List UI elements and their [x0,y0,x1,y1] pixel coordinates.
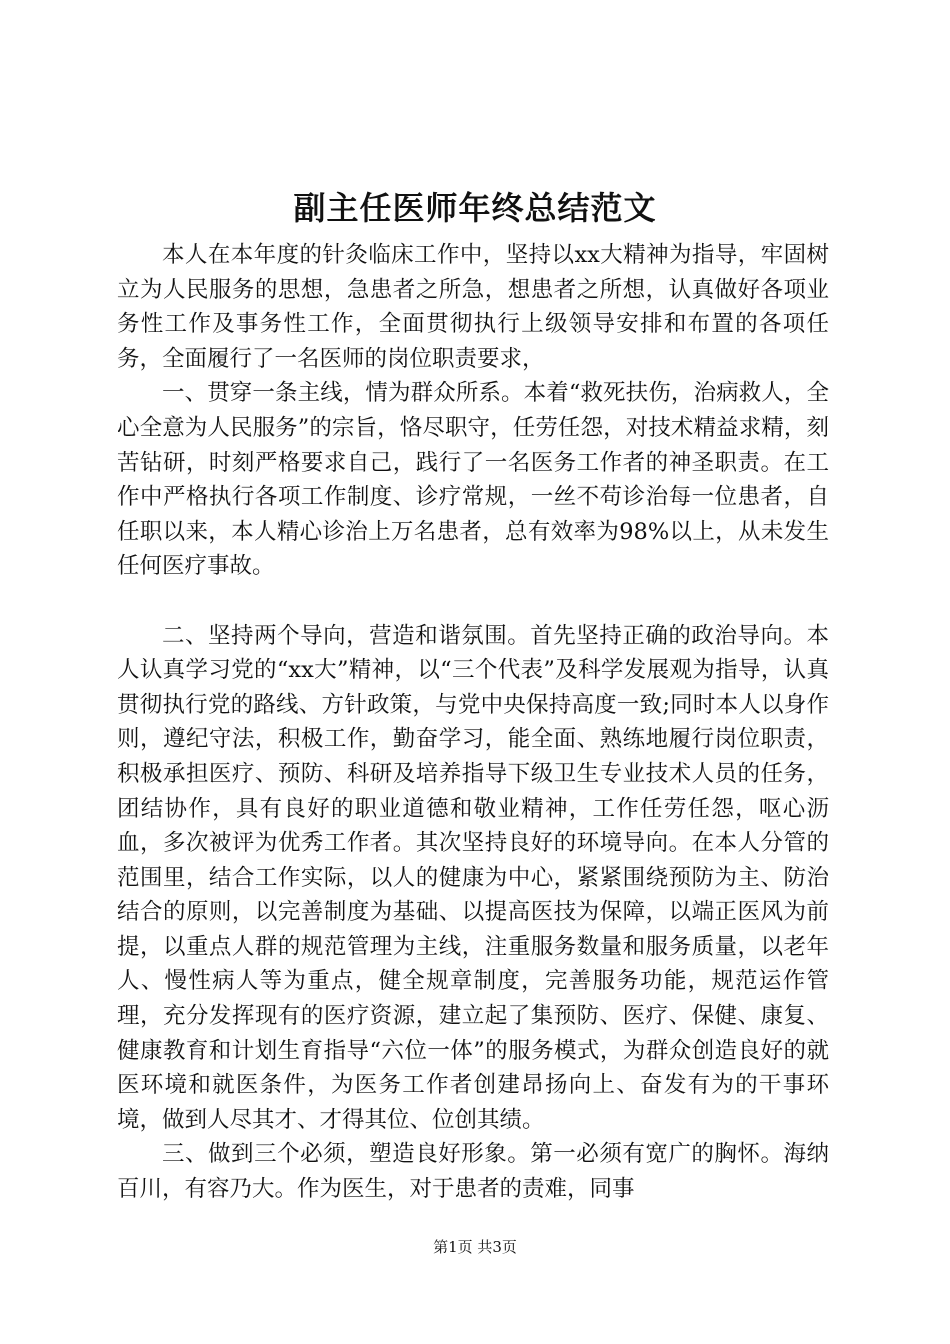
paragraph-section-2: 二、坚持两个导向，营造和谐氛围。首先坚持正确的政治导向。本人认真学习党的“xx大”精神，以“三个代表”及科学发展观为指导，认真贯彻执行党的路线、方针政策，与党中央保持高度一致;同时本人以身作则，遵纪守法，积极工作，勤奋学习，能全面、熟练地履行岗位职责，积极承担医疗、预防、科研及培养指导下级卫生专业技术人员的任务，团结协作，具有良好的职业道德和敬业精神，工作任劳任怨，呕心沥血，多次被评为优秀工作者。其次坚持良好的环境导向。在本人分管的范围里，结合工作实际，以人的健康为中心，紧紧围绕预防为主、防治结合的原则，以完善制度为基础、以提高医技为保障，以端正医风为前提，以重点人群的规范管理为主线，注重服务数量和服务质量，以老年人、慢性病人等为重点，健全规章制度，完善服务功能，规范运作管理，充分发挥现有的医疗资源，建立起了集预防、医疗、保健、康复、健康教育和计划生育指导“六位一体”的服务模式，为群众创造良好的就医环境和就医条件，为医务工作者创建昂扬向上、奋发有为的干事环境，做到人尽其才、才得其位、位创其绩。 [117,622,829,1133]
paragraph-section-1: 一、贯穿一条主线，情为群众所系。本着“救死扶伤，治病救人，全心全意为人民服务”的宗旨，恪尽职守，任劳任怨，对技术精益求精，刻苦钻研，时刻严格要求自己，践行了一名医务工作者的神圣职责。在工作中严格执行各项工作制度、诊疗常规，一丝不苟诊治每一位患者，自任职以来，本人精心诊治上万名患者，总有效率为98%以上，从未发生任何医疗事故。 [117,380,829,580]
paragraph-intro: 本人在本年度的针灸临床工作中，坚持以xx大精神为指导，牢固树立为人民服务的思想，急患者之所急，想患者之所想，认真做好各项业务性工作及事务性工作，全面贯彻执行上级领导安排和布置的各项任务，全面履行了一名医师的岗位职责要求， [117,242,829,372]
paragraph-section-3: 三、做到三个必须，塑造良好形象。第一必须有宽广的胸怀。海纳百川，有容乃大。作为医生，对于患者的责难，同事 [117,1141,829,1203]
page-number-footer: 第1页 共3页 [433,1238,517,1256]
document-title: 副主任医师年终总结范文 [293,189,657,227]
document-body [117,238,829,1207]
